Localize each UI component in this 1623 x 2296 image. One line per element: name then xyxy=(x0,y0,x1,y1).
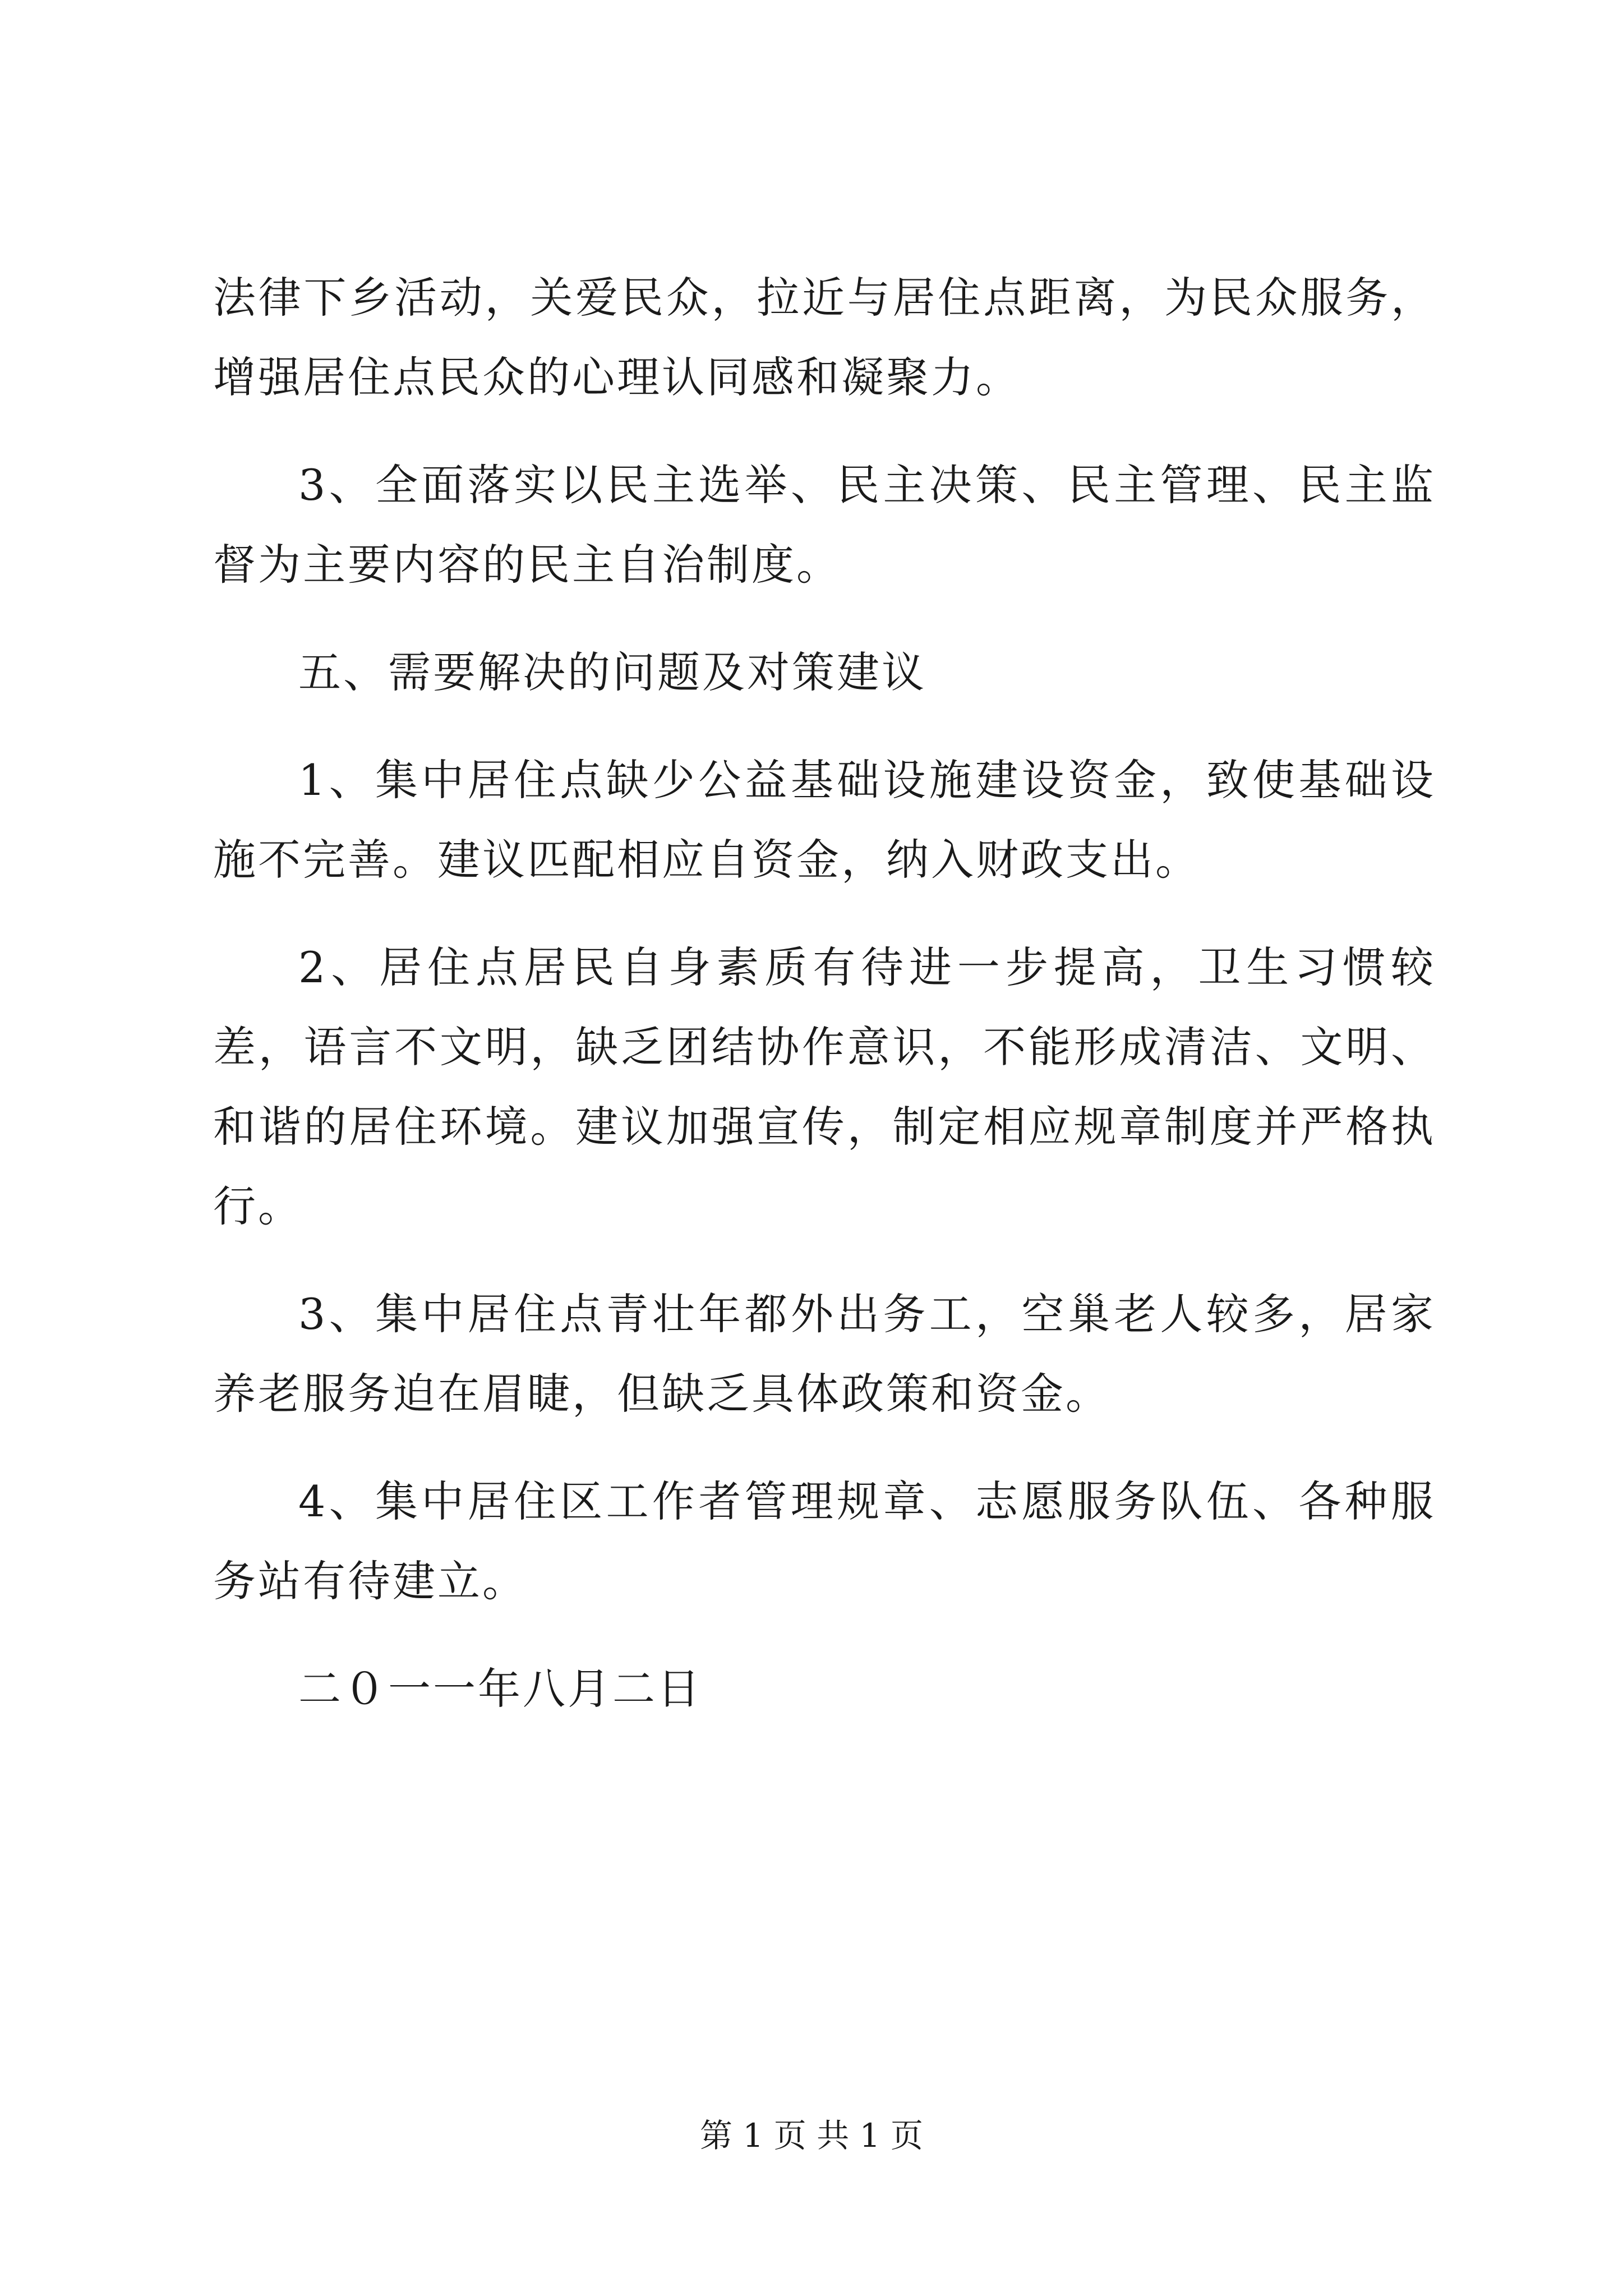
document-body xyxy=(213,258,1436,1757)
section-heading-problems: 五、需要解决的问题及对策建议 xyxy=(298,647,926,697)
paragraph-item-2-resident-quality: 2、居住点居民自身素质有待进一步提高，卫生习惯较差，语言不文明，缺乏团结协作意识，不能形成清洁、文明、和谐的居住环境。建议加强宣传，制定相应规章制度并严格执行。 xyxy=(213,942,1436,1231)
paragraph-item-4-management: 4、集中居住区工作者管理规章、志愿服务队伍、各种服务站有待建立。 xyxy=(213,1476,1436,1606)
page-number-footer: 第 1 页 共 1 页 xyxy=(700,2116,923,2155)
paragraph-item-3-elderly-care: 3、集中居住点青壮年都外出务工，空巢老人较多，居家养老服务迫在眉睫，但缺乏具体政策和资金。 xyxy=(213,1289,1436,1419)
paragraph-item-3-democratic-autonomy: 3、全面落实以民主选举、民主决策、民主管理、民主监督为主要内容的民主自治制度。 xyxy=(213,460,1436,590)
paragraph-item-1-infrastructure: 1、集中居住点缺少公益基础设施建设资金，致使基础设施不完善。建议匹配相应自资金，纳入财政支出。 xyxy=(213,755,1436,885)
paragraph-continuation: 法律下乡活动，关爱民众，拉近与居住点距离，为民众服务，增强居住点民众的心理认同感和凝聚力。 xyxy=(213,273,1436,402)
document-date: 二０一一年八月二日 xyxy=(298,1664,702,1714)
